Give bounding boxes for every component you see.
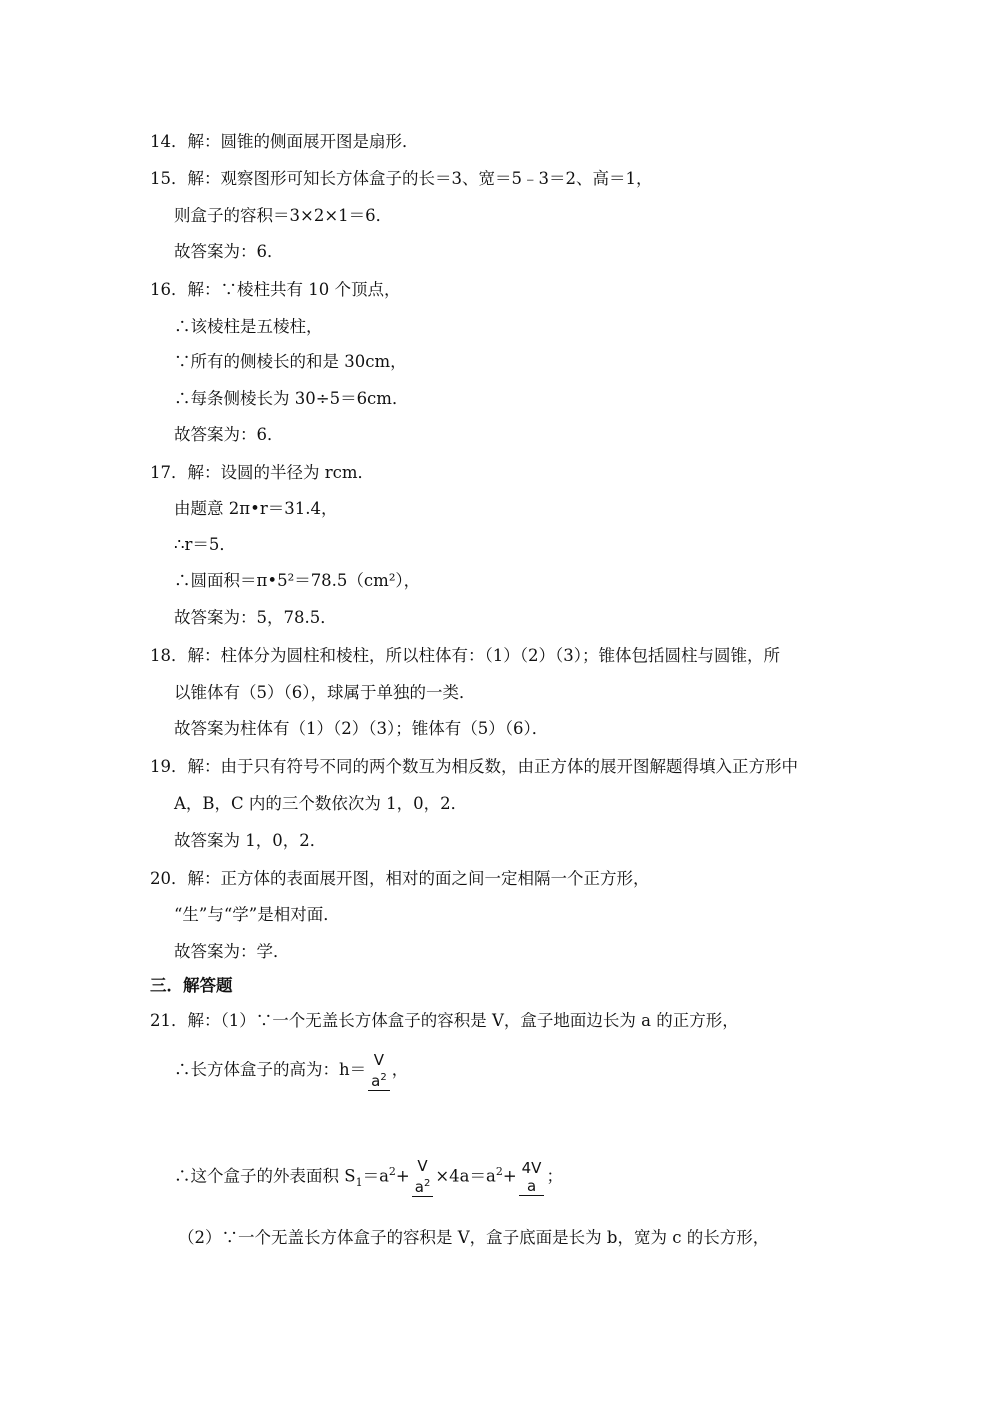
solution-15-line-1: 15．解：观察图形可知长方体盒子的长＝3、宽＝5﹣3＝2、高＝1， (150, 169, 653, 188)
solution-19-answer: 故答案为 1，0，2． (174, 831, 327, 850)
eq2-plus-2: + (502, 1166, 517, 1186)
eq2-subscript: 1 (355, 1175, 363, 1189)
section-heading: 三．解答题 (150, 976, 233, 995)
solution-20-line-1: 20．解：正方体的表面展开图，相对的面之间一定相隔一个正方形， (150, 869, 650, 888)
solution-15-line-2: 则盒子的容积＝3×2×1＝6． (174, 206, 393, 225)
eq2-exp-2: 2 (495, 1165, 503, 1178)
eq2-plus-1: + (395, 1166, 410, 1186)
solution-17-line-2: 由题意 2π•r＝31.4， (174, 499, 338, 518)
solution-15-answer: 故答案为：6． (174, 242, 284, 261)
solution-18-answer: 故答案为柱体有（1）（2）（3）；锥体有（5）（6）． (174, 719, 549, 738)
solution-16-line-3: ∵所有的侧棱长的和是 30cm， (174, 352, 407, 371)
eq2-term-1: ＝a (362, 1166, 389, 1186)
solution-21-height-equation (174, 1048, 408, 1092)
solution-16-line-1: 16．解：∵棱柱共有 10 个顶点， (150, 280, 401, 299)
eq1-denominator: $a^2$ (368, 1069, 390, 1091)
solution-21-line-1: 21．解：（1）∵一个无盖长方体盒子的容积是 V，盒子地面边长为 a 的正方形， (150, 1011, 739, 1030)
eq1-fraction (368, 1051, 390, 1091)
solution-18-line-1: 18．解：柱体分为圆柱和棱柱，所以柱体有：（1）（2）（3）；锥体包括圆柱与圆锥，所 (150, 646, 780, 665)
solution-21-area-equation (174, 1148, 563, 1207)
eq2-fraction-2: 4V a (519, 1159, 545, 1196)
eq2-fraction-1: V $a^2$ (412, 1157, 434, 1197)
solution-21-part-2: （2）∵一个无盖长方体盒子的容积是 V，盒子底面是长为 b，宽为 c 的长方形， (178, 1228, 770, 1247)
solution-14: 14．解：圆锥的侧面展开图是扇形． (150, 132, 419, 151)
solution-17-line-3: ∴r＝5． (174, 535, 236, 554)
eq2-suffix: ； (546, 1166, 563, 1186)
solution-20-answer: 故答案为：学． (174, 942, 290, 961)
solution-18-line-2: 以锥体有（5）（6），球属于单独的一类． (174, 683, 476, 702)
solution-16-line-4: ∴每条侧棱长为 30÷5＝6cm． (174, 389, 409, 408)
eq2-term-2: ×4a＝a (435, 1166, 496, 1186)
solution-17-line-4: ∴圆面积＝π•5²＝78.5（cm²）， (174, 571, 421, 590)
solution-19-line-2: A，B，C 内的三个数依次为 1，0，2． (174, 794, 468, 813)
solution-17-line-1: 17．解：设圆的半径为 rcm． (150, 463, 375, 482)
solution-16-line-2: ∴该棱柱是五棱柱， (174, 317, 323, 336)
eq1-numerator: V (373, 1050, 385, 1069)
solution-17-answer: 故答案为：5，78.5． (174, 608, 337, 627)
eq1-suffix: ， (391, 1060, 409, 1079)
eq2-exp-1: 2 (388, 1165, 396, 1178)
solution-16-answer: 故答案为：6． (174, 425, 284, 444)
solution-19-line-1: 19．解：由于只有符号不同的两个数互为相反数，由正方体的展开图解题得填入正方形中 (150, 757, 798, 776)
eq2-prefix: ∴这个盒子的外表面积 S (174, 1166, 356, 1186)
eq1-prefix: ∴长方体盒子的高为：h＝ (174, 1060, 367, 1079)
solution-20-line-2: “生”与“学”是相对面． (174, 905, 340, 924)
